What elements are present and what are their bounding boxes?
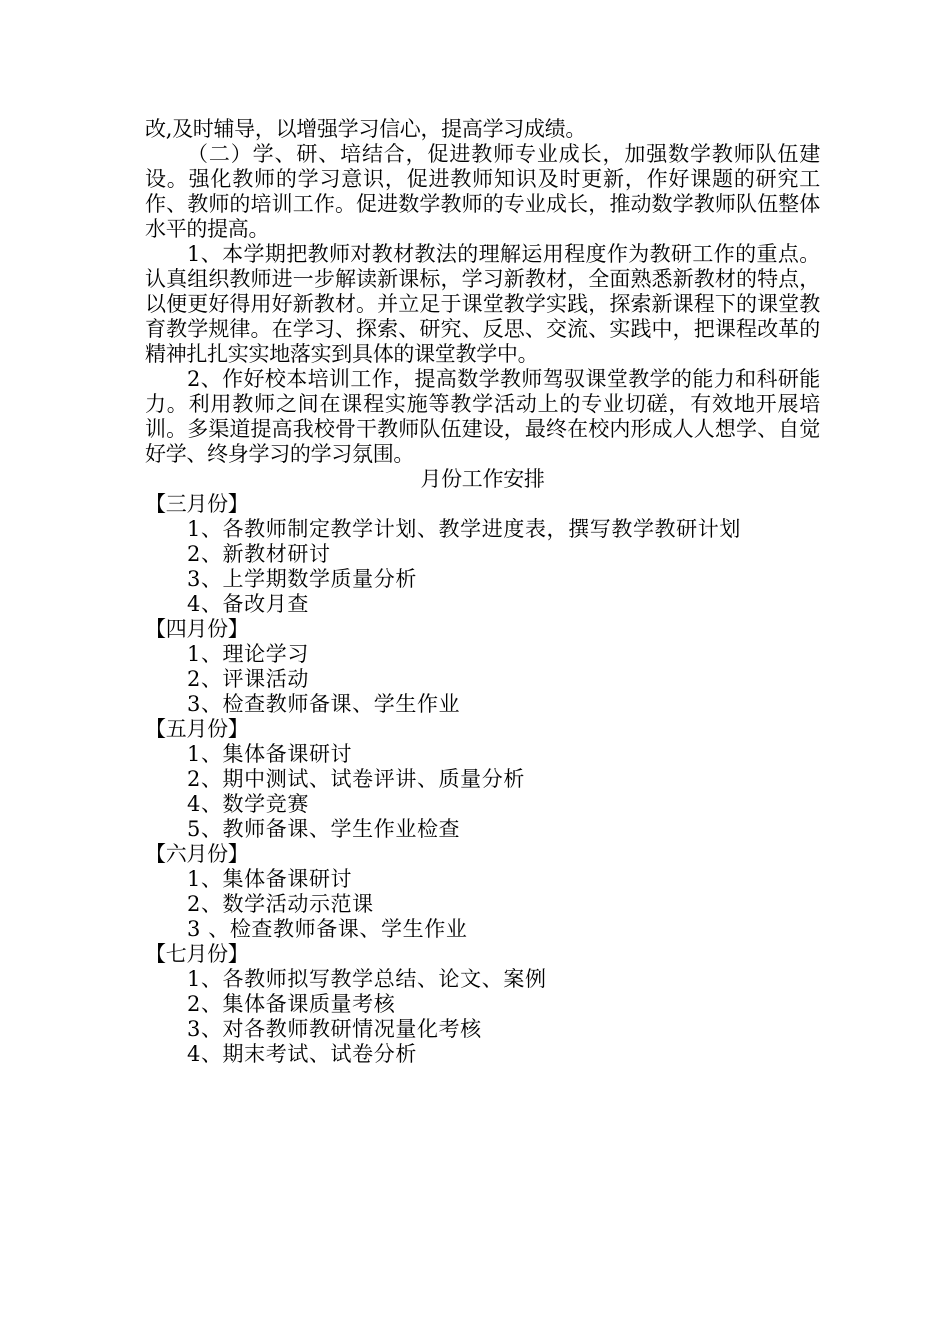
monthly-schedule <box>145 492 820 1067</box>
month-section <box>145 617 820 717</box>
month-task-item: 2、数学活动示范课 <box>187 892 374 916</box>
month-task-item: 1、集体备课研讨 <box>187 867 353 891</box>
month-task-item: 3、上学期数学质量分析 <box>187 567 417 591</box>
month-task-item: 3、检查教师备课、学生作业 <box>187 692 461 716</box>
month-task-item: 4、数学竞赛 <box>187 792 309 816</box>
body-paragraph: 1、本学期把教师对教材教法的理解运用程度作为教研工作的重点。认真组织教师进一步解读新课标，学习新教材，全面熟悉新教材的特点，以便更好得用好新教材。并立足于课堂教学实践，探索新课程下的课堂教育教学规律。在学习、探索、研究、反思、交流、实践中，把课程改革的精神扎扎实实地落实到具体的课堂教学中。 <box>145 242 820 366</box>
body-paragraph: 2、作好校本培训工作，提高数学教师驾驭课堂教学的能力和科研能力。利用教师之间在课程实施等教学活动上的专业切磋，有效地开展培训。多渠道提高我校骨干教师队伍建设，最终在校内形成人人想学、自觉好学、终身学习的学习氛围。 <box>145 367 820 466</box>
body-paragraphs <box>145 117 820 467</box>
month-task-item: 1、理论学习 <box>187 642 309 666</box>
month-task-item: 2、新教材研讨 <box>187 542 331 566</box>
month-task-item: 1、各教师制定教学计划、教学进度表，撰写教学教研计划 <box>187 517 741 541</box>
schedule-title: 月份工作安排 <box>420 467 545 491</box>
document-body <box>145 117 820 1067</box>
month-label: 【六月份】 <box>145 842 249 866</box>
month-task-item: 2、期中测试、试卷评讲、质量分析 <box>187 767 525 791</box>
month-task-item: 1、各教师拟写教学总结、论文、案例 <box>187 967 547 991</box>
body-paragraph: 改,及时辅导，以增强学习信心，提高学习成绩。 <box>145 117 587 141</box>
month-task-item: 4、备改月查 <box>187 592 309 616</box>
month-label: 【七月份】 <box>145 942 249 966</box>
month-task-item: 3、对各教师教研情况量化考核 <box>187 1017 482 1041</box>
month-section <box>145 842 820 942</box>
month-task-item: 2、评课活动 <box>187 667 309 691</box>
month-task-item: 4、期末考试、试卷分析 <box>187 1042 417 1066</box>
month-task-item: 3 、检查教师备课、学生作业 <box>187 917 468 941</box>
month-section <box>145 492 820 617</box>
month-label: 【三月份】 <box>145 492 249 516</box>
month-task-item: 5、教师备课、学生作业检查 <box>187 817 461 841</box>
month-task-item: 1、集体备课研讨 <box>187 742 353 766</box>
body-paragraph: （二）学、研、培结合，促进教师专业成长，加强数学教师队伍建设。强化教师的学习意识，促进教师知识及时更新，作好课题的研究工作、教师的培训工作。促进数学教师的专业成长，推动数学教师队伍整体水平的提高。 <box>145 142 820 241</box>
month-section <box>145 717 820 842</box>
month-task-item: 2、集体备课质量考核 <box>187 992 396 1016</box>
month-label: 【五月份】 <box>145 717 249 741</box>
month-label: 【四月份】 <box>145 617 249 641</box>
month-section <box>145 942 820 1067</box>
